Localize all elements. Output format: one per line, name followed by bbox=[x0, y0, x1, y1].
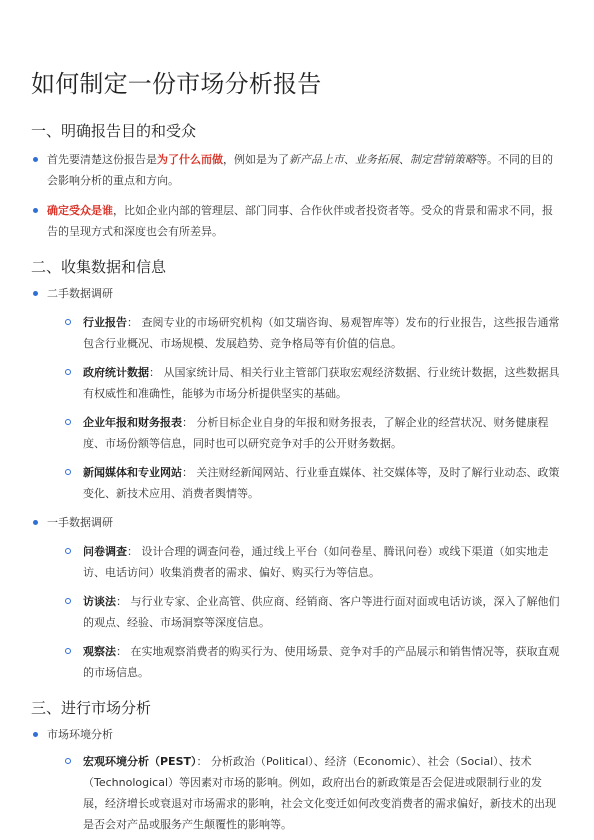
sub-item-title: 新闻媒体和专业网站 bbox=[83, 466, 182, 479]
sub-item bbox=[62, 751, 562, 835]
sub-item-text: ： 设计合理的调查问卷，通过线上平台（如问卷星、腾讯问卷）或线下渠道（如实地走访、电话访问）收集消费者的需求、偏好、购买行为等信息。 bbox=[83, 545, 549, 579]
secondary-research-list bbox=[47, 312, 562, 504]
section-3-list bbox=[31, 724, 562, 835]
group-label: 市场环境分析 bbox=[47, 728, 113, 741]
sub-item bbox=[62, 591, 562, 633]
sub-item-text: ： 从国家统计局、相关行业主管部门获取宏观经济数据、行业统计数据，这些数据具有权威性和准确性，能够为市场分析提供坚实的基础。 bbox=[83, 366, 560, 400]
text: ，例如是为了 bbox=[223, 153, 289, 166]
sub-item-text: ： 在实地观察消费者的购买行为、使用场景、竞争对手的产品展示和销售情况等，获取直观的市场信息。 bbox=[83, 645, 560, 679]
list-item-audience bbox=[31, 200, 562, 242]
text: 等。不同的目的会影响分析的重点和方向。 bbox=[47, 153, 553, 187]
emphasis-marketing-strategy: 制定营销策略 bbox=[410, 153, 476, 166]
list-item-purpose bbox=[31, 149, 562, 191]
highlight-audience: 确定受众是谁 bbox=[47, 204, 113, 217]
market-environment-list bbox=[47, 751, 562, 835]
group-label: 一手数据调研 bbox=[47, 516, 113, 529]
section-heading-2: 二、收集数据和信息 bbox=[31, 258, 167, 276]
sub-item bbox=[62, 362, 562, 404]
text: ，比如企业内部的管理层、部门同事、合作伙伴或者投资者等。受众的背景和需求不同，报告的呈现方式和深度也会有所差异。 bbox=[47, 204, 553, 238]
sub-item bbox=[62, 462, 562, 504]
text: 、 bbox=[399, 153, 410, 166]
sub-item bbox=[62, 641, 562, 683]
list-item-market-environment bbox=[31, 724, 562, 835]
section-2-list bbox=[31, 283, 562, 683]
sub-item-title: 企业年报和财务报表 bbox=[83, 416, 182, 429]
text: 、 bbox=[344, 153, 355, 166]
sub-item bbox=[62, 312, 562, 354]
section-heading-1: 一、明确报告目的和受众 bbox=[31, 122, 197, 140]
emphasis-business-expansion: 业务拓展 bbox=[355, 153, 399, 166]
sub-item bbox=[62, 541, 562, 583]
section-heading-3: 三、进行市场分析 bbox=[31, 699, 152, 717]
page-title: 如何制定一份市场分析报告 bbox=[31, 70, 322, 98]
sub-item-title: 行业报告 bbox=[83, 316, 127, 329]
sub-item-text: ： 分析政治（Political）、经济（Economic）、社会（Social）、技术（Technological）等因素对市场的影响。例如，政府出台的新政策是否会促进或限制行业的发展，经济增长或衰退对市场需求的影响，社会文化变迁如何改变消费者的需求偏好，新技术的出现是否会对产品或服务产生颠覆性的影响等。 bbox=[83, 755, 556, 831]
sub-item-title: 宏观环境分析（PEST） bbox=[83, 755, 197, 768]
sub-item-title: 访谈法 bbox=[83, 595, 116, 608]
sub-item-title: 问卷调查 bbox=[83, 545, 127, 558]
sub-item-title: 观察法 bbox=[83, 645, 116, 658]
text: 首先要清楚这份报告是 bbox=[47, 153, 157, 166]
sub-item bbox=[62, 412, 562, 454]
sub-item-text: ： 关注财经新闻网站、行业垂直媒体、社交媒体等，及时了解行业动态、政策变化、新技术应用、消费者舆情等。 bbox=[83, 466, 560, 500]
list-item-primary-research bbox=[31, 512, 562, 683]
sub-item-text: ： 与行业专家、企业高管、供应商、经销商、客户等进行面对面或电话访谈，深入了解他们的观点、经验、市场洞察等深度信息。 bbox=[83, 595, 560, 629]
section-1-list bbox=[31, 149, 562, 242]
sub-item-text: ： 分析目标企业自身的年报和财务报表，了解企业的经营状况、财务健康程度、市场份额等信息，同时也可以研究竞争对手的公开财务数据。 bbox=[83, 416, 549, 450]
list-item-secondary-research bbox=[31, 283, 562, 504]
highlight-purpose: 为了什么而做 bbox=[157, 153, 223, 166]
group-label: 二手数据调研 bbox=[47, 287, 113, 300]
emphasis-product-launch: 新产品上市 bbox=[289, 153, 344, 166]
primary-research-list bbox=[47, 541, 562, 683]
sub-item-title: 政府统计数据 bbox=[83, 366, 149, 379]
sub-item-text: ： 查阅专业的市场研究机构（如艾瑞咨询、易观智库等）发布的行业报告，这些报告通常包含行业概况、市场规模、发展趋势、竞争格局等有价值的信息。 bbox=[83, 316, 560, 350]
